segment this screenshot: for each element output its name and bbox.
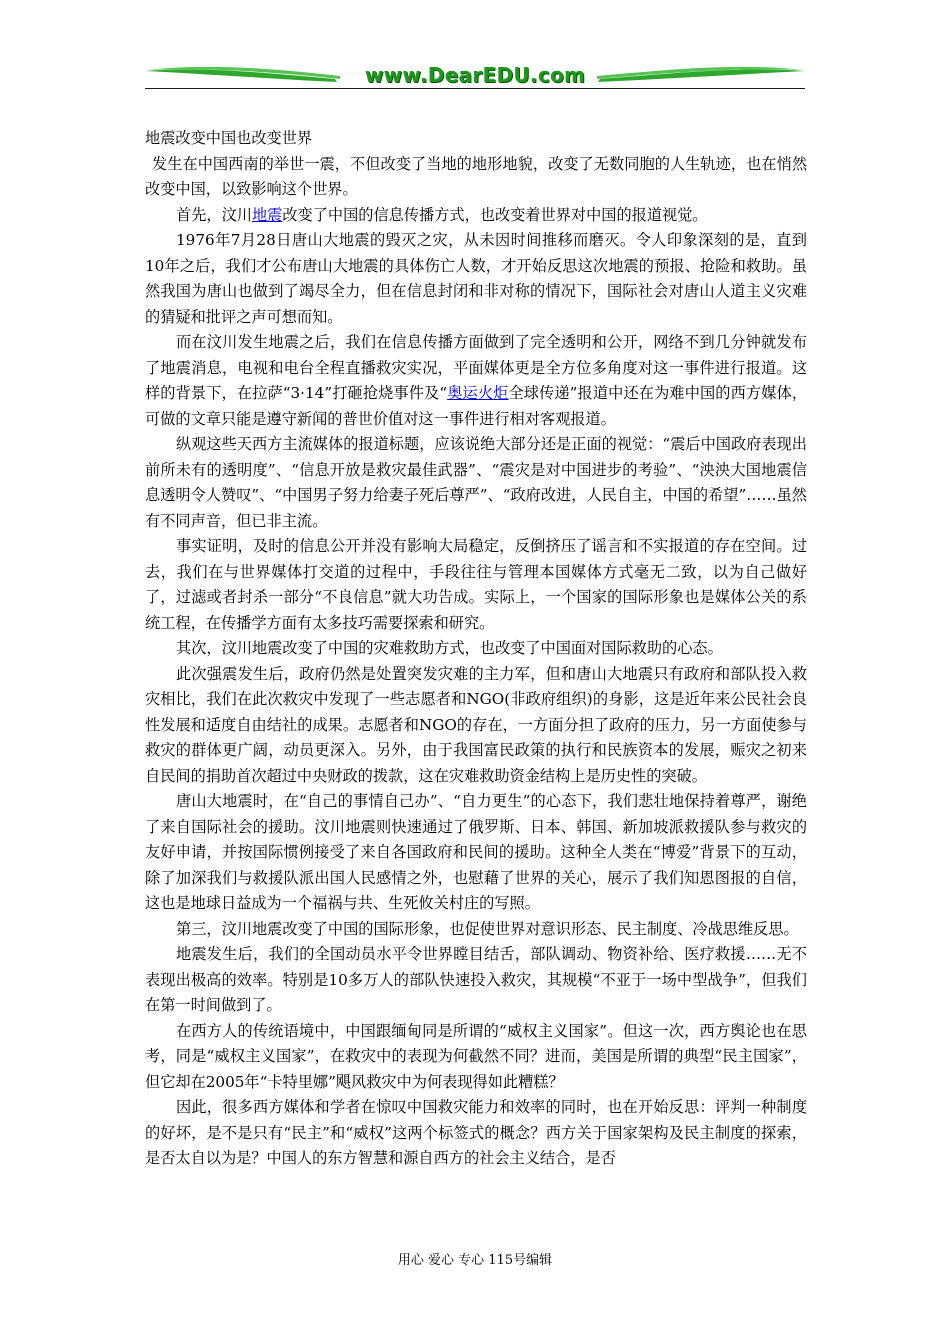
article-body xyxy=(145,126,807,1172)
paragraph-11: 在西方人的传统语境中，中国跟缅甸同是所谓的“威权主义国家”。但这一次，西方舆论也在思考，同是“威权主义国家”，在救灾中的表现为何截然不同？进而，美国是所谓的典型“民主国家”，但它却在2005年“卡特里娜”飓风救灾中为何表现得如此糟糕？ xyxy=(145,1021,807,1091)
paragraph-3-text-a: 而在汶川发生地震之后，我们在信息传播方面做到了完全透明和公开，网络不到几分钟就发布了地震消息，电视和电台全程直播救灾实况，平面媒体更是全方位多角度对这一事件进行报道。这样的背景下，在拉萨“3·14”打砸抢烧事件及“ xyxy=(145,333,807,402)
paragraph-10: 地震发生后，我们的全国动员水平令世界瞠目结舌，部队调动、物资补给、医疗救援……无不表现出极高的效率。特别是10多万人的部队快速投入救灾，其规模“不亚于一场中型战争”，但我们在第一时间做到了。 xyxy=(145,945,807,1014)
header-divider xyxy=(145,88,805,89)
paragraph-6: 其次，汶川地震改变了中国的灾难救助方式，也改变了中国面对国际救助的心态。 xyxy=(176,639,723,657)
paragraph-3-text-b: 全球传递”报道中还在为难中国的西方媒体，可做的文章只能是遵守新闻的普世价值对这一事件进行相对客观报道。 xyxy=(145,384,808,428)
paragraph-1-text-b: 改变了中国的信息传播方式，也改变着世界对中国的报道视觉。 xyxy=(282,205,708,224)
paragraph-5: 事实证明，及时的信息公开并没有影响大局稳定，反倒挤压了谣言和不实报道的存在空间。过去，我们在与世界媒体打交道的过程中，手段往往与管理本国媒体方式毫无二致，以为自己做好了，过滤或者封杀一部分“不良信息”就大功告成。实际上，一个国家的国际形象也是媒体公关的系统工程，在传播学方面有太多技巧需要探索和研究。 xyxy=(145,537,807,632)
paragraph-3 xyxy=(145,330,807,432)
paragraph-9: 第三，汶川地震改变了中国的国际形象，也促使世界对意识形态、民主制度、冷战思维反思。 xyxy=(176,919,799,938)
site-logo-text: www.DearEDU.com xyxy=(364,63,586,87)
article-lead: 发生在中国西南的举世一震，不但改变了当地的地形地貌，改变了无数同胞的人生轨迹，也在悄然改变中国，以致影响这个世界。 xyxy=(145,154,807,198)
link-olympic-torch[interactable]: 奥运火炬 xyxy=(447,384,509,402)
paragraph-1 xyxy=(145,203,807,229)
paragraph-2: 1976年7月28日唐山大地震的毁灭之灾，从未因时间推移而磨灭。令人印象深刻的是，直到10年之后，我们才公布唐山大地震的具体伤亡人数，才开始反思这次地震的预报、抢险和救助。虽然我国为唐山也做到了竭尽全力，但在信息封闭和非对称的情况下，国际社会对唐山人道主义灾难的猜疑和批评之声可想而知。 xyxy=(145,231,807,326)
paragraph-7: 此次强震发生后，政府仍然是处置突发灾难的主力军，但和唐山大地震只有政府和部队投入救灾相比，我们在此次救灾中发现了一些志愿者和NGO(非政府组织)的身影，这是近年来公民社会良性发展和适度自由结社的成果。志愿者和NGO的存在，一方面分担了政府的压力，另一方面使参与救灾的群体更广阔，动员更深入。另外，由于我国富民政策的执行和民族资本的发展，赈灾之初来自民间的捐助首次超过中央财政的拨款，这在灾难救助资金结构上是历史性的突破。 xyxy=(145,664,807,785)
link-dizhen[interactable]: 地震 xyxy=(251,205,283,224)
page-footer: 用心 爱心 专心 115号编辑 xyxy=(397,1253,553,1268)
paragraph-4: 纵观这些天西方主流媒体的报道标题，应该说绝大部分还是正面的视觉：“震后中国政府表现出前所未有的透明度”、“信息开放是救灾最佳武器”、“震灾是对中国进步的考验”、“泱泱大国地震信息透明令人赞叹”、“中国男子努力给妻子死后尊严”、“政府改进，人民自主，中国的希望”……虽然有不同声音，但已非主流。 xyxy=(145,435,807,530)
paragraph-1-text-a: 首先，汶川 xyxy=(176,205,252,224)
paragraph-8: 唐山大地震时，在“自己的事情自己办”、“自力更生”的心态下，我们悲壮地保持着尊严，谢绝了来自国际社会的援助。汶川地震则快速通过了俄罗斯、日本、韩国、新加坡派救援队参与救灾的友好申请，并按国际惯例接受了来自各国政府和民间的援助。这种全人类在“博爱”背景下的互动，除了加深我们与救援队派出国人民感情之外，也慰藉了世界的关心，展示了我们知恩图报的自信，这也是地球日益成为一个福祸与共、生死攸关村庄的写照。 xyxy=(145,792,807,912)
paragraph-12: 因此，很多西方媒体和学者在惊叹中国救灾能力和效率的同时，也在开始反思：评判一种制度的好坏，是不是只有“民主”和“威权”这两个标签式的概念？西方关于国家架构及民主制度的探索，是否太自以为是？中国人的东方智慧和源自西方的社会主义结合，是否 xyxy=(145,1098,807,1167)
article-title: 地震改变中国也改变世界 xyxy=(145,129,313,147)
